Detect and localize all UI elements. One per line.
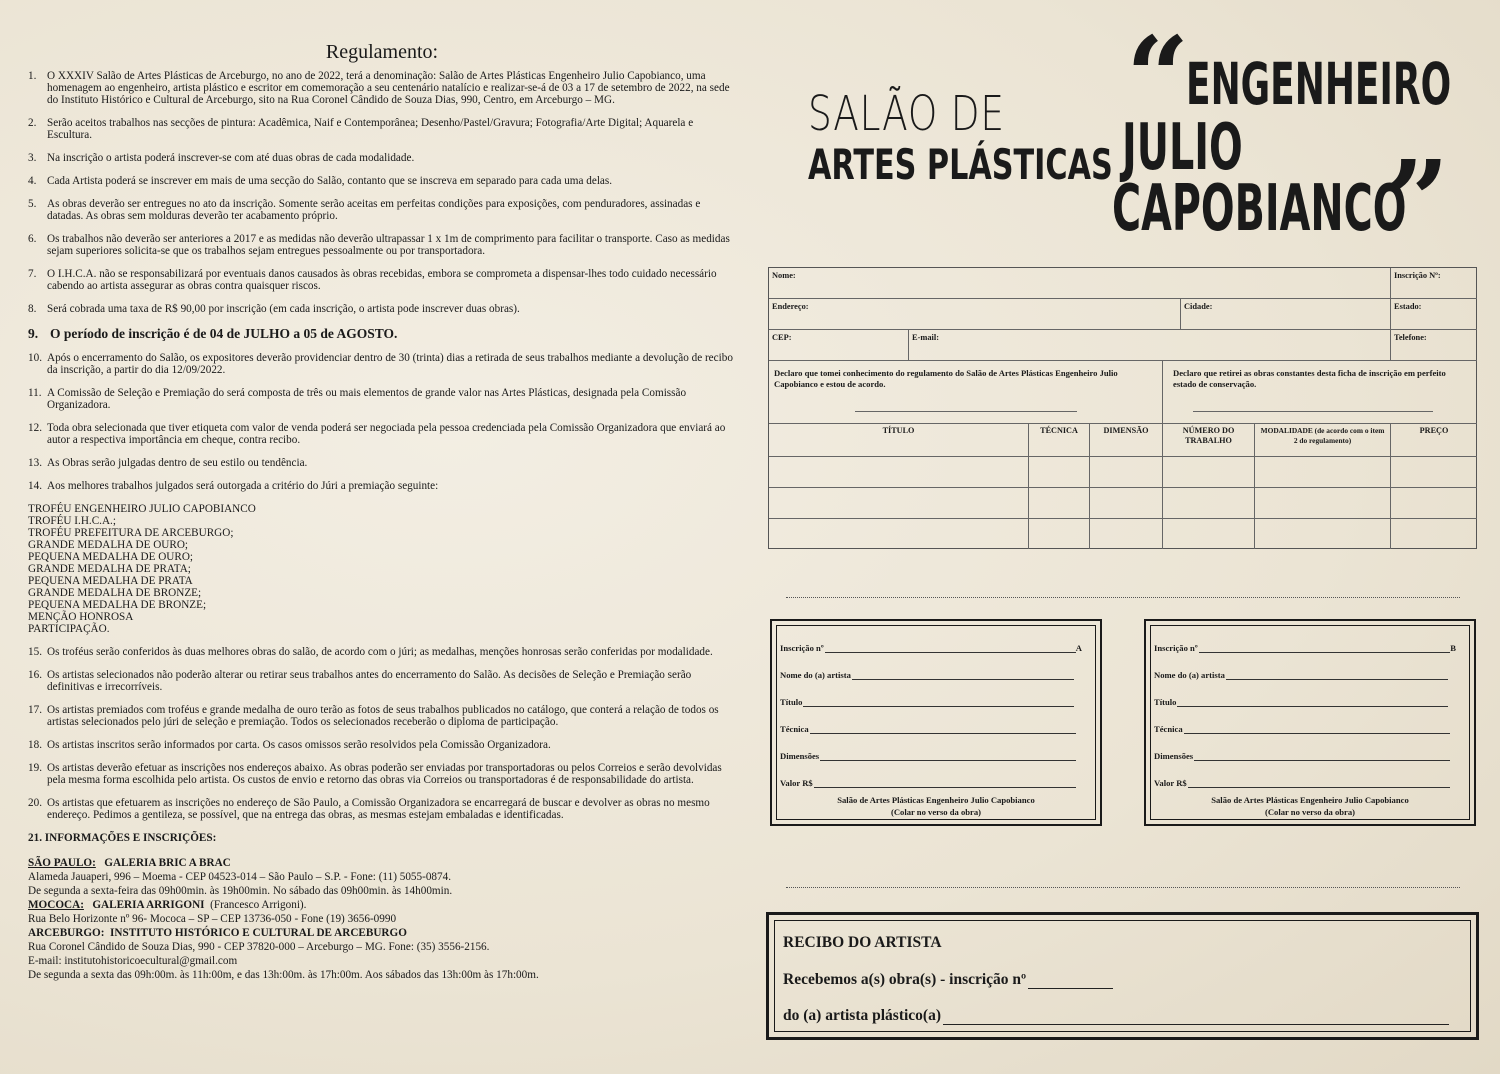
regulamento-column xyxy=(28,40,736,982)
rule-20: 20. Os artistas que efetuarem as inscrições no endereço de São Paulo, a Comissão Organizadora se encarregará de buscar e devolver as obras no mesmo endereço. Pedimos a gentileza, se possível, que na entrega das obras, as mesmas estejam embaladas e identificadas. xyxy=(28,797,710,821)
card-nome[interactable]: Nome do (a) artista xyxy=(1154,670,1448,680)
label-card-a xyxy=(770,619,1102,826)
rule-10: 10. Após o encerramento do Salão, os expositores deverão providenciar dentro de 30 (trinta) dias a retirada de seus trabalhos mediante a devolução de recibo da inscrição, a partir do dia 12/09/2022. xyxy=(28,352,733,376)
cidade-field[interactable]: Cidade: xyxy=(1181,299,1391,330)
arc-label: ARCEBURGO: xyxy=(28,927,105,939)
prize-item: PEQUENA MEDALHA DE BRONZE; xyxy=(28,599,207,611)
prize-item: PEQUENA MEDALHA DE OURO; xyxy=(28,551,194,563)
rule-7: 7. O I.H.C.A. não se responsabilizará por eventuais danos causados às obras recebidas, embora se comprometa a dispensar-lhes todo cuidado necessário cabendo ao artista assegurar as obras contra quaisquer riscos. xyxy=(28,268,717,292)
email-field[interactable]: E-mail: xyxy=(909,330,1391,361)
card-tecnica[interactable]: Técnica xyxy=(1154,724,1450,734)
col-preco: PREÇO xyxy=(1419,426,1449,435)
table-row[interactable] xyxy=(769,456,1477,457)
cut-line xyxy=(786,597,1460,598)
rule-8: 8. Será cobrada uma taxa de R$ 90,00 por inscrição (em cada inscrição, o artista pode inscrever duas obras). xyxy=(28,303,520,315)
info-block xyxy=(28,856,736,982)
rule-4: 4. Cada Artista poderá se inscrever em mais de uma secção do Salão, contanto que se inscreva em separado para cada uma delas. xyxy=(28,175,613,187)
artist-receipt xyxy=(766,912,1479,1040)
rule-2: 2. Serão aceitos trabalhos nas secções de pintura: Acadêmica, Naif e Contemporânea; Desenho/Pastel/Gravura; Fotografia/Arte Digital; Aquarela e Escultura. xyxy=(28,117,694,141)
rule-3: 3. Na inscrição o artista poderá inscrever-se com até duas obras de cada modalidade. xyxy=(28,152,415,164)
rule-16: 16. Os artistas selecionados não poderão alterar ou retirar seus trabalhos antes do encerramento do Salão. As decisões de Seleção e Premiação serão definitivas e irrecorríveis. xyxy=(28,669,692,693)
prize-item: GRANDE MEDALHA DE OURO; xyxy=(28,539,189,551)
declaration-regulation: Declaro que tomei conhecimento do regulamento do Salão de Artes Plásticas Engenheiro Julio Capobianco e estou de acordo. xyxy=(769,361,1163,424)
card-tecnica[interactable]: Técnica xyxy=(780,724,1076,734)
prize-item: GRANDE MEDALHA DE BRONZE; xyxy=(28,587,202,599)
honoree-name-line1: ENGENHEIRO xyxy=(1186,50,1452,118)
rule-15: 15. Os troféus serão conferidos às duas melhores obras do salão, de acordo com o júri; as medalhas, menções honrosas serão conferidas por modalidade. xyxy=(28,646,713,658)
receipt-title: RECIBO DO ARTISTA xyxy=(783,934,942,951)
regulamento-title: Regulamento: xyxy=(325,41,439,63)
rule-19: 19. Os artistas deverão efetuar as inscrições nos endereços abaixo. As obras poderão ser enviadas por transportadoras ou pelos Correios e serão devolvidas pela mesma forma escolhida pelo artista. Os custos de envio e retorno das obras via Correios ou transportadoras é de responsabilidade do artista. xyxy=(28,762,722,786)
declaration-withdrawal: Declaro que retirei as obras constantes desta ficha de inscrição em perfeito estado de conservação. xyxy=(1163,361,1477,424)
prize-item: TROFÉU ENGENHEIRO JULIO CAPOBIANCO xyxy=(28,503,256,515)
honoree-name-line3: CAPOBIANCO xyxy=(1112,172,1407,246)
honoree-name-line2: JULIO xyxy=(1122,111,1243,185)
mococa-name: GALERIA ARRIGONI xyxy=(92,899,205,911)
sp-label: SÃO PAULO: xyxy=(28,857,96,869)
rule-13: 13. As Obras serão julgadas dentro de seu estilo ou tendência. xyxy=(28,457,308,469)
card-dimensoes[interactable]: Dimensões xyxy=(1154,751,1450,761)
card-footer: Salão de Artes Plásticas Engenheiro Julio Capobianco (Colar no verso da obra) xyxy=(1211,795,1409,817)
inscricao-field[interactable]: Inscrição Nº: xyxy=(1391,268,1477,299)
table-row[interactable] xyxy=(769,487,1477,488)
card-inscricao[interactable]: Inscrição nº A xyxy=(780,643,1082,653)
arc-name: INSTITUTO HISTÓRICO E CULTURAL DE ARCEBURGO xyxy=(110,927,407,939)
col-tecnica: TÉCNICA xyxy=(1029,424,1090,549)
prize-item: GRANDE MEDALHA DE PRATA; xyxy=(28,563,191,575)
card-nome[interactable]: Nome do (a) artista xyxy=(780,670,1074,680)
signature-line[interactable] xyxy=(855,411,1077,412)
endereco-field[interactable]: Endereço: xyxy=(769,299,1181,330)
cep-field[interactable]: CEP: xyxy=(769,330,909,361)
rule-17: 17. Os artistas premiados com troféus e grande medalha de ouro terão as fotos de seus trabalhos publicados no catálogo, que conterá a relação de todos os artistas selecionados pelo júri de seleção e premiação. Todos os selecionados receberão o diploma de participação. xyxy=(28,704,719,728)
card-footer: Salão de Artes Plásticas Engenheiro Julio Capobianco (Colar no verso da obra) xyxy=(837,795,1035,817)
arc-email: E-mail: institutohistoricoecultural@gmail.com xyxy=(28,955,238,967)
card-valor[interactable]: Valor R$ xyxy=(780,778,1076,788)
rule-1: 1. O XXXIV Salão de Artes Plásticas de Arceburgo, no ano de 2022, terá a denominação: Salão de Artes Plásticas Engenheiro Julio Capobianco, uma homenagem ao engenheiro, artista plástico e escritor em comemoração a seu centenário natalício e realizar-se-á de 03 a 17 de setembro de 2022, na sede do Instituto Histórico e Cultural de Arceburgo, sito na Rua Coronel Cândido de Souza Dias, 990, Centro, em Arceburgo – MG. xyxy=(28,70,730,106)
card-inscricao[interactable]: Inscrição nº B xyxy=(1154,643,1456,653)
receipt-inscricao-line[interactable]: Recebemos a(s) obra(s) - inscrição nº xyxy=(783,971,1113,989)
mococa-address: Rua Belo Horizonte nº 96- Mococa – SP – CEP 13736-050 - Fone (19) 3656-0990 xyxy=(28,913,397,925)
rule-5: 5. As obras deverão ser entregues no ato da inscrição. Somente serão aceitas em perfeitas condições para exposições, com penduradores, assinadas e datadas. As obras sem molduras deverão ter acabamento próprio. xyxy=(28,198,701,222)
col-titulo: TÍTULO xyxy=(769,424,1029,549)
label-card-b xyxy=(1144,619,1476,826)
rule-6: 6. Os trabalhos não deverão ser anteriores a 2017 e as medidas não deverão ultrapassar 1 x 1m de comprimento para facilitar o transporte. Caso as medidas sejam superiores solicita-se que os trabalhos sejam entregues pessoalmente ou por transportadora. xyxy=(28,233,730,257)
rule-11: 11. A Comissão de Seleção e Premiação do será composta de três ou mais elementos de grande valor nas Artes Plásticas, designada pela Comissão Organizadora. xyxy=(28,387,687,411)
cut-line xyxy=(786,887,1460,888)
prize-item: PARTICIPAÇÃO. xyxy=(28,623,110,635)
col-dimensao: DIMENSÃO xyxy=(1090,424,1163,549)
mococa-person: (Francesco Arrigoni). xyxy=(210,899,307,911)
prize-item: MENÇÃO HONROSA xyxy=(28,611,134,623)
prize-item: TROFÉU I.H.C.A.; xyxy=(28,515,116,527)
info-title: 21. INFORMAÇÕES E INSCRIÇÕES: xyxy=(28,832,217,844)
sp-name: GALERIA BRIC A BRAC xyxy=(104,857,231,869)
registration-form xyxy=(768,267,1477,549)
prize-list xyxy=(28,503,736,635)
arc-address: Rua Coronel Cândido de Souza Dias, 990 - CEP 37820-000 – Arceburgo – MG. Fone: (35) 3556-2156. xyxy=(28,941,490,953)
rule-12: 12. Toda obra selecionada que tiver etiqueta com valor de venda poderá ser negociada pela pessoa credenciada pela Comissão Organizadora que enviará ao autor a respectiva importância em cheque, contra recibo. xyxy=(28,422,726,446)
rule-14: 14. Aos melhores trabalhos julgados será outorgada a critério do Júri a premiação seguinte: xyxy=(28,480,439,492)
estado-field[interactable]: Estado: xyxy=(1391,299,1477,330)
nome-field[interactable]: Nome: xyxy=(769,268,1391,299)
col-numero: NÚMERO DO TRABALHO xyxy=(1163,424,1255,549)
card-valor[interactable]: Valor R$ xyxy=(1154,778,1450,788)
salao-title-line2: ARTES PLÁSTICAS xyxy=(808,140,1113,189)
signature-line[interactable] xyxy=(1193,411,1433,412)
mococa-label: MOCOCA: xyxy=(28,899,84,911)
card-titulo[interactable]: Título xyxy=(1154,697,1448,707)
receipt-artista-line[interactable]: do (a) artista plástico(a) xyxy=(783,1007,1449,1025)
salao-title-line1: SALÃO DE xyxy=(808,86,1005,142)
card-dimensoes[interactable]: Dimensões xyxy=(780,751,1076,761)
col-modalidade: MODALIDADE (de acordo com o item 2 do regulamento) xyxy=(1255,424,1391,549)
sp-address: Alameda Jauaperi, 996 – Moema - CEP 04523-014 – São Paulo – S.P. - Fone: (11) 5055-0874. xyxy=(28,871,452,883)
arc-hours: De segunda a sexta das 09h:00m. às 11h:00m, e das 13h:00m. às 17h:00m. Aos sábados das 13h:00m às 17h:00m. xyxy=(28,969,539,981)
table-row[interactable] xyxy=(769,518,1477,519)
telefone-field[interactable]: Telefone: xyxy=(1391,330,1477,361)
rule-18: 18. Os artistas inscritos serão informados por carta. Os casos omissos serão resolvidos pela Comissão Organizadora. xyxy=(28,739,551,751)
card-titulo[interactable]: Título xyxy=(780,697,1074,707)
close-quote-icon: ” xyxy=(1386,136,1450,265)
prize-item: PEQUENA MEDALHA DE PRATA xyxy=(28,575,193,587)
sp-hours: De segunda a sexta-feira das 09h00min. às 19h00min. No sábado das 09h00min. às 14h00min. xyxy=(28,885,453,897)
open-quote-icon: “ xyxy=(1126,12,1190,141)
rule-9: 9. O período de inscrição é de 04 de JULHO a 05 de AGOSTO. xyxy=(28,326,398,341)
prize-item: TROFÉU PREFEITURA DE ARCEBURGO; xyxy=(28,527,234,539)
